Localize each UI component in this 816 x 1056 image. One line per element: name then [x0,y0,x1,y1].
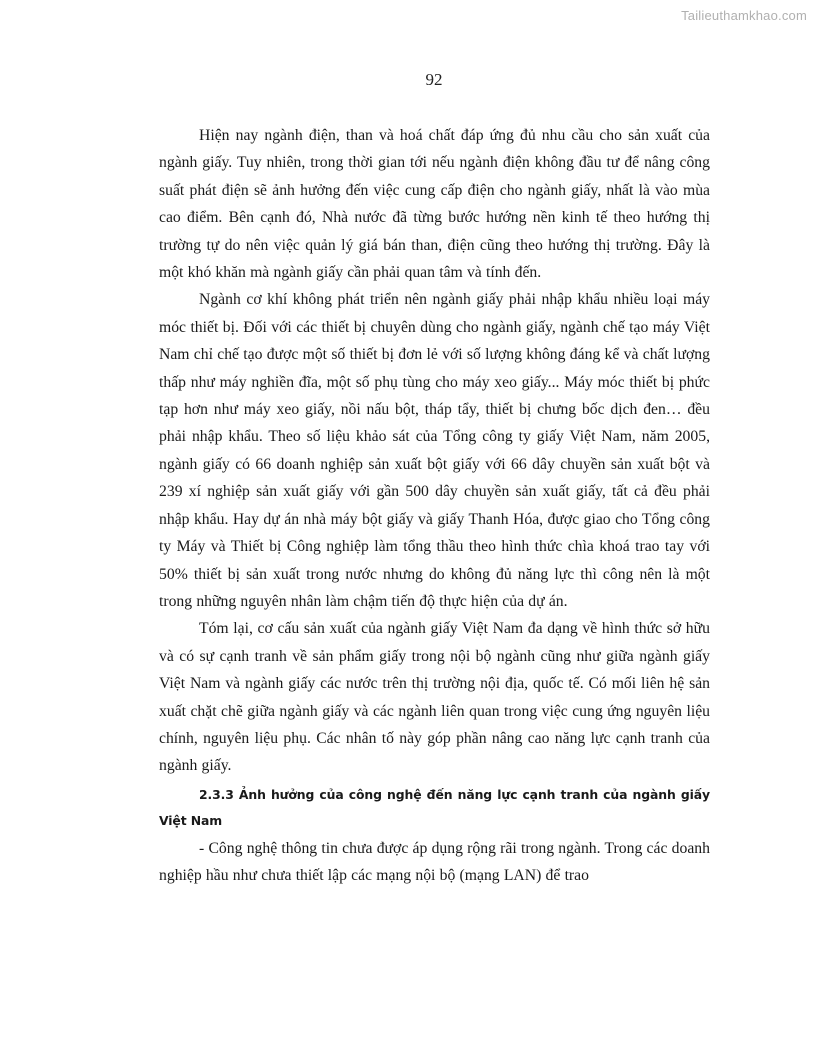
page-number: 92 [425,70,443,89]
paragraph-it: - Công nghệ thông tin chưa được áp dụng rộng rãi trong ngành. Trong các doanh nghiệp hầu như chưa thiết lập các mạng nội bộ (mạng LAN) để trao [159,839,710,885]
paragraph-electricity: Hiện nay ngành điện, than và hoá chất đáp ứng đủ nhu cầu cho sản xuất của ngành giấy. Tuy nhiên, trong thời gian tới nếu ngành điện không đầu tư để nâng công suất phát điện sẽ ảnh hưởng đến việc cung cấp điện cho ngành giấy, nhất là vào mùa cao điểm. Bên cạnh đó, Nhà nước đã từng bước hướng nền kinh tế theo hướng thị trường tự do nên việc quản lý giá bán than, điện cũng theo hướng thị trường. Đây là một khó khăn mà ngành giấy cần phải quan tâm và tính đến. [159,127,710,282]
section-heading: 2.3.3 Ảnh hưởng của công nghệ đến năng lực cạnh tranh của ngành giấy Việt Nam [159,786,710,829]
paragraph-machinery: Ngành cơ khí không phát triển nên ngành giấy phải nhập khẩu nhiều loại máy móc thiết bị. Đối với các thiết bị chuyên dùng cho ngành giấy, ngành chế tạo máy Việt Nam chỉ chế tạo được một số thiết bị đơn lẻ với số lượng không đáng kể và chất lượng thấp như máy nghiền đĩa, một số phụ tùng cho máy xeo giấy... Máy móc thiết bị phức tạp hơn như máy xeo giấy, nồi nấu bột, tháp tẩy, thiết bị chưng bốc dịch đen… đều phải nhập khẩu. Theo số liệu khảo sát của Tổng công ty giấy Việt Nam, năm 2005, ngành giấy có 66 doanh nghiệp sản xuất bột giấy với 66 dây chuyền sản xuất bột và 239 xí nghiệp sản xuất giấy với gần 500 dây chuyền sản xuất giấy, tất cả đều phải nhập khẩu. Hay dự án nhà máy bột giấy và giấy Thanh Hóa, được giao cho Tổng công ty Máy và Thiết bị Công nghiệp làm tổng thầu theo hình thức chìa khoá trao tay với 50% thiết bị sản xuất trong nước nhưng do không đủ năng lực thì công nên là một trong những nguyên nhân làm chậm tiến độ thực hiện của dự án. [159,291,710,610]
document-body [159,122,710,890]
paragraph-summary: Tóm lại, cơ cấu sản xuất của ngành giấy Việt Nam đa dạng về hình thức sở hữu và có sự cạnh tranh về sản phẩm giấy trong nội bộ ngành cũng như giữa ngành giấy Việt Nam và ngành giấy các nước trên thị trường nội địa, quốc tế. Có mối liên hệ sản xuất chặt chẽ giữa ngành giấy và các ngành liên quan trong việc cung ứng nguyên liệu chính, nguyên liệu phụ. Các nhân tố này góp phần nâng cao năng lực cạnh tranh của ngành giấy. [159,620,710,775]
watermark-text: Tailieuthamkhao.com [681,8,807,23]
